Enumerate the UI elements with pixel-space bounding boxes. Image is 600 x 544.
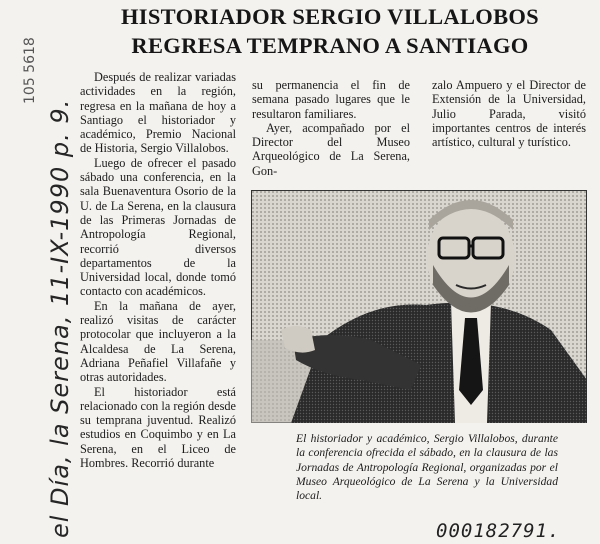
- article-column-2: [252, 78, 410, 178]
- headline-line-2: REGRESA TEMPRANO A SANTIAGO: [131, 33, 529, 58]
- photo-caption: El historiador y académico, Sergio Villalobos, durante la conferencia ofrecida el sábado, en la clausura de las Jornadas de Antropología Regional, organizadas por el Museo Arqueológico de La Serena y la Universidad local.: [296, 432, 558, 503]
- paragraph: Después de realizar variadas actividades en la región, regresa en la mañana de hoy a Santiago el historiador y académico, Premio Nacional de Historia, Sergio Villalobos.: [80, 70, 236, 156]
- paragraph: El historiador está relacionado con la región desde su temprana juventud. Realizó estudios en Coquimbo y en La Serena, en el Liceo de Hombres. Recorrió durante: [80, 384, 236, 471]
- headline-line-1: HISTORIADOR SERGIO VILLALOBOS: [121, 4, 539, 29]
- record-number-handwriting: 000182791.: [436, 520, 561, 542]
- article-column-3: [432, 78, 586, 149]
- paragraph: En la mañana de ayer, realizó visitas de carácter protocolar que incluyeron a la Alcaldesa de La Serena, Adriana Peñafiel Villafañe y otras autoridades.: [80, 298, 236, 385]
- portrait-photo-image: [251, 190, 587, 423]
- portrait-photo: [251, 190, 587, 423]
- source-note-text: el Día, la Serena, 11-IX-1990 p. 9.: [46, 98, 74, 538]
- paragraph: zalo Ampuero y el Director de Extensión de la Universidad, Julio Parada, visitó importantes centros de interés artístico, cultural y turístico.: [432, 78, 586, 150]
- archive-code-handwriting: [2, 0, 42, 110]
- article-column-1: [80, 70, 236, 470]
- paragraph: su permanencia el fin de semana pasado lugares que le resultaron familiares.: [252, 78, 410, 121]
- source-handwritten-note: [6, 98, 74, 540]
- paragraph: Luego de ofrecer el pasado sábado una conferencia, en la sala Buenaventura Osorio de la U. de La Serena, en la clausura de las Primeras Jornadas de Antropología Regional, recorrió diversos departamentos de la Universidad local, donde tomó contacto con académicos.: [80, 155, 236, 299]
- paragraph: Ayer, acompañado por el Director del Museo Arqueológico de La Serena, Gon-: [252, 120, 410, 178]
- article-headline: [70, 2, 590, 60]
- archive-code-text: 105 5618: [22, 37, 38, 104]
